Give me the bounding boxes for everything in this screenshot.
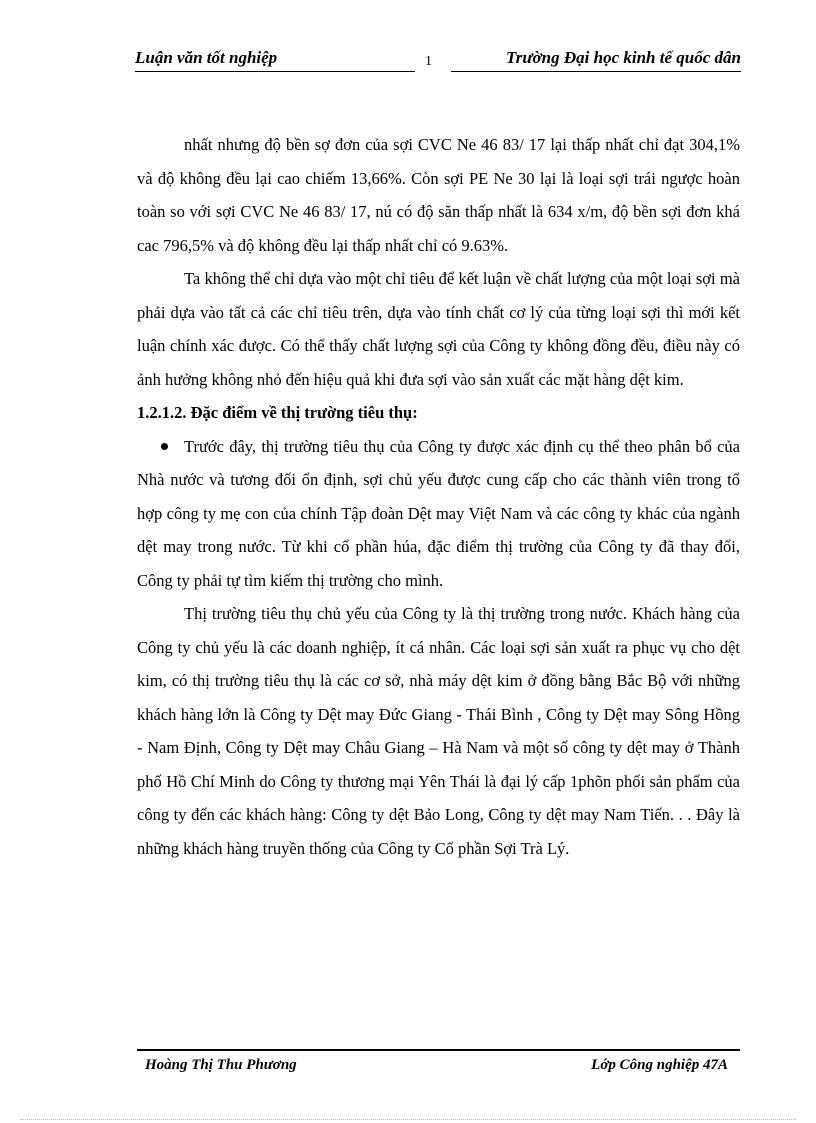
section-heading: 1.2.1.2. Đặc điểm về thị trường tiêu thụ:	[137, 403, 418, 422]
bullet-item-text: Trước đây, thị trường tiêu thụ của Công ty được xác định cụ thể theo phân bổ của Nhà nước và tương đối ổn định, sợi chủ yếu được cung cấp cho các thành viên trong tổ hợp công ty mẹ con của chính Tập đoàn Dệt may Việt Nam và các công ty khác của ngành dệt may trong nước. Từ khi cổ phần húa, đặc điểm thị trường của Công ty đã thay đổi, Công ty phải tự tìm kiếm thị trường cho mình.	[137, 436, 740, 590]
footer-class: Lớp Công nghiệp 47A	[591, 1057, 728, 1073]
paragraph-domestic-market: Thị trường tiêu thụ chủ yếu của Công ty là thị trường trong nước. Khách hàng của Công ty chủ yếu là các doanh nghiệp, ít cá nhân. Các loại sợi sản xuất ra phục vụ cho dệt kim, có thị trường tiêu thụ là các cơ sở, nhà máy dệt kim ở đồng bằng Bắc Bộ với những khách hàng lớn là Công ty Dệt may Đức Giang - Thái Bình , Công ty Dệt may Sông Hồng - Nam Định, Công ty Dệt may Châu Giang – Hà Nam và một số công ty dệt may ở Thành phố Hồ Chí Minh do Công ty thương mại Yên Thái là đại lý cấp 1phõn phối sản phẩm của công ty đến các khách hàng: Công ty dệt Bảo Long, Công ty dệt may Nam Tiến. . . Đây là những khách hàng truyền thống của Công ty Cổ phần Sợi Trà Lý.	[137, 604, 740, 858]
footer-author: Hoàng Thị Thu Phương	[145, 1057, 297, 1073]
paragraph-yarn-comparison: nhất nhưng độ bền sợ đơn của sợi CVC Ne 46 83/ 17 lại thấp nhất chỉ đạt 304,1% và độ không đều lại cao chiếm 13,66%. Còn sợi PE Ne 30 lại là loại sợi trái ngược hoàn toàn so với sợi CVC Ne 46 83/ 17, nú có độ săn thấp nhất là 634 x/m, độ bền sợi đơn khá cac 796,5% và độ không đều lại thấp nhất chỉ có 9.63%.	[137, 135, 740, 255]
page-bottom-divider	[20, 1119, 796, 1120]
page-number: 1	[425, 54, 432, 69]
page-body	[137, 128, 740, 865]
bullet-icon	[161, 443, 168, 450]
page-header	[135, 48, 741, 74]
paragraph-quality-conclusion: Ta không thể chỉ dựa vào một chỉ tiêu để kết luận về chất lượng của một loại sợi mà phải dựa vào tất cả các chỉ tiêu trên, dựa vào tính chất cơ lý của từng loại sợi thì mới kết luận chính xác được. Có thể thấy chất lượng sợi của Công ty không đồng đều, điều này có ảnh hưởng không nhỏ đến hiệu quả khi đưa sợi vào sản xuất các mặt hàng dệt kim.	[137, 269, 740, 389]
bullet-item	[137, 430, 740, 598]
page-footer	[137, 1049, 740, 1073]
header-thesis-title: Luận văn tốt nghiệp	[135, 48, 415, 72]
header-university: Trường Đại học kinh tế quốc dân	[451, 48, 741, 72]
